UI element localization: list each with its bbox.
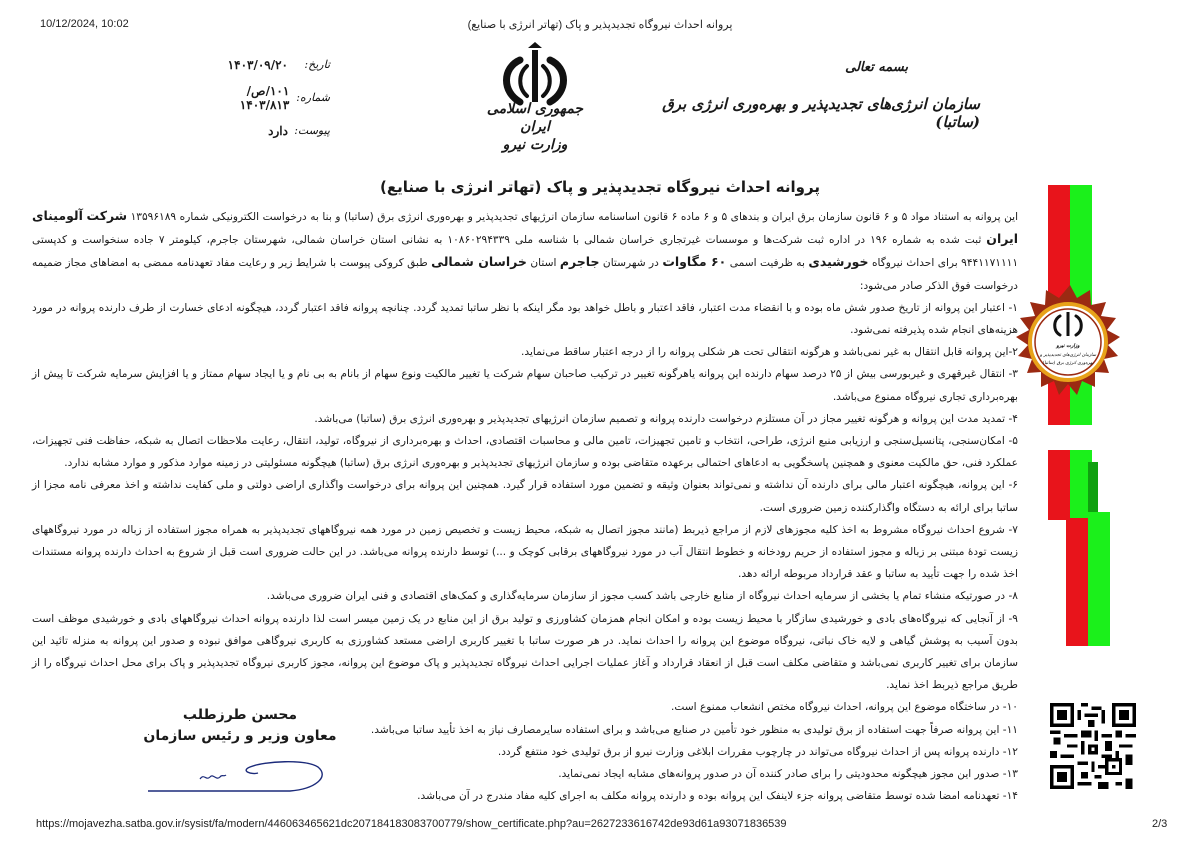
meta-date-value: ۱۴۰۳/۰۹/۲۰: [227, 57, 288, 72]
clause-5: ۵- امکان‌سنجی، پتانسیل‌سنجی و ارزیابی منبع انرژی، طراحی، انتخاب و تامین تجهیزات، تامین مالی و محاسبات اقتصادی، احداث و بهره‌برداری از نیروگاه، تولید، انتقال، رعایت ملاحظات اتصال به شبکه، حفاظت فنی تجهیزات، عملکرد فنی، حق مالکیت معنوی و همچنین پاسخگویی به ادعاهای احتمالی برعهده متقاضی بوده و سازمان انرژیهای تجدیدپذیر و بهره‌وری انرژی برق (ساتبا) هیچگونه مسئولیتی در زمینه موارد مذکور و موارد مشابه ندارد.: [32, 435, 1018, 470]
page-url: https://mojavezha.satba.gov.ir/sysist/fa/modern/446063465621dc207184183083700779/show_certificate.php?au=2627233616742de93d61a93071836539: [36, 818, 787, 830]
signatory-name: محسن طرزطلب: [182, 707, 298, 723]
clause-7: ۷- شروع احداث نیروگاه مشروط به اخذ کلیه مجوزهای لازم از مراجع ذیربط (مانند مجوز اتصال به شبکه، محیط زیست و تخصیص زمین در مورد همه نیروگاههای تجدیدپذیر به همراه مجوز استفاده از زباله در مورد نیروگاههای زیست تودهٔ مبتنی بر زباله و مجوز استفاده از حریم رودخانه و خطوط انتقال آب در مورد نیروگاههای برقابی کوچک و ...) توسط دارنده پروانه می‌باشد. در این حالت ضروری است قبل از شروع به احداث دارنده پروانه مستندات اخذ شده را جهت تأیید به ساتبا و عقد قرارداد مربوطه ارائه دهد.: [32, 523, 1018, 581]
intro-text-4: در شهرستان: [602, 257, 659, 270]
seal-text-2: سازمان انرژی‌های تجدیدپذیر و: [1039, 353, 1097, 358]
emblem-ministry: وزارت نیرو: [502, 137, 568, 153]
print-timestamp: 10/12/2024, 10:02: [40, 18, 129, 30]
qr-code-icon: [1047, 703, 1139, 789]
meta-number: [200, 81, 330, 114]
meta-attachment-label: پیوست:: [294, 124, 330, 137]
meta-attachment-value: دارد: [268, 123, 288, 138]
seal-text-1: وزارت نیرو: [1056, 343, 1080, 349]
ribbon-green-tail: [1088, 512, 1110, 646]
print-header: [0, 18, 1200, 34]
invocation: بسمه تعالی: [845, 60, 908, 75]
print-page-title: پروانه احداث نیروگاه تجدیدپذیر و پاک (تهاتر انرژی با صنایع): [467, 19, 733, 31]
clause-12: ۱۲- دارنده پروانه پس از احداث نیروگاه می‌تواند در چارچوب مقررات ابلاغی وزارت نیرو از برق تولیدی خود منتفع گردد.: [497, 745, 1018, 758]
emblem-caption: [470, 100, 600, 154]
clause-1: ۱- اعتبار این پروانه از تاریخ صدور شش ماه بوده و با انقضاء مدت اعتبار، فاقد اعتبار و باطل خواهد بود مگر اینکه با نظر ساتبا تمدید گردد. چنانچه پروانه فاقد اعتبار گردد، هیچگونه ادعای خسارت از طرف دارنده پروانه در مورد هزینه‌های انجام شده پذیرفته نمی‌شود.: [32, 301, 1018, 337]
official-seal-ribbon: [1010, 180, 1130, 650]
clause-6: ۶- این پروانه، هیچگونه اعتبار مالی برای دارنده آن نداشته و نمی‌تواند بعنوان وثیقه و تضمین مورد استفاده قرار گیرد. همچنین این پروانه برای درخواست واگذاری اراضی دولتی و ملی کفایت نداشته و اخذ معرفی نامه مجزا از ساتبا برای ارائه به دستگاه واگذارکننده زمین ضروری است.: [32, 479, 1018, 514]
plant-capacity: ۶۰ مگاوات: [662, 254, 727, 270]
clause-9: ۹- از آنجایی که نیروگاه‌های بادی و خورشیدی سازگار با محیط زیست بوده و امکان انجام همزمان کشاورزی و تولید برق از این منابع در یک زمین میسر است لذا دارنده پروانه احداث نیروگاههای بادی و خورشیدی موظف است بدون آسیب به پوشش گیاهی و لایه خاک نباتی، نیروگاه موضوع این پروانه را احداث نماید. در هر صورت ساتبا با تغییر کاربری اراضی مستعد کشاورزی به کاربری نیروگاهی موافق نبوده و صدور این پروانه به منزله تائید این سازمان برای تغییر کاربری نمی‌باشد و متقاضی مکلف است قبل از انعقاد قرارداد و آغاز عملیات اجرایی احداث نیروگاه تجدیدپذیر و پاک موضوع این پروانه، مجوز کاربری نیروگاه تجدیدپذیر و پاک برای محل احداث نیروگاه را از طریق مراجع ذیربط اخذ نماید.: [32, 612, 1018, 692]
handwritten-signature-icon: [140, 749, 340, 795]
meta-date: [200, 48, 330, 81]
plant-type: خورشیدی: [808, 254, 869, 270]
clause-4: ۴- تمدید مدت این پروانه و هرگونه تغییر مجاز در آن مستلزم درخواست دارنده پروانه و تصمیم سازمان انرژیهای تجدیدپذیر و بهره‌وری انرژی برق (ساتبا) می‌باشد.: [314, 412, 1018, 425]
intro-text-1: این پروانه به استناد مواد ۵ و ۶ قانون سازمان برق ایران و بندهای ۵ و ۶ ماده ۶ قانون اساسنامه سازمان انرژیهای تجدیدپذیر و بهره‌وری انرژی برق (ساتبا) و بنا به درخواست الکترونیکی شماره ۱۳۵۹۶۱۸۹: [130, 211, 1019, 223]
clause-8: ۸- در صورتیکه منشاء تمام یا بخشی از سرمایه احداث نیروگاه از منابع خارجی باشد کسب مجوز از سازمان سرمایه‌گذاری و کمک‌های اقتصادی و فنی ایران ضروری می‌باشد.: [266, 590, 1018, 603]
meta-number-value: ۱۰۱/ص/۱۴۰۳/۸۱۳: [239, 83, 290, 112]
page-number: 2/3: [1152, 818, 1168, 830]
organization-header: [660, 60, 980, 131]
company-prefix: شرکت: [86, 208, 128, 223]
letter-meta: [200, 48, 330, 147]
signatory-position: معاون وزیر و رئیس سازمان: [143, 728, 337, 744]
document-title: پروانه احداث نیروگاه تجدیدپذیر و پاک (تهاتر انرژی با صنایع): [380, 178, 820, 196]
intro-paragraph: [32, 205, 1018, 297]
meta-date-label: تاریخ:: [304, 58, 330, 71]
intro-text-5: استان: [530, 257, 557, 270]
meta-number-label: شماره:: [296, 91, 330, 104]
clause-10: ۱۰- در ساختگاه موضوع این پروانه، احداث نیروگاه مختص انشعاب ممنوع است.: [671, 701, 1018, 714]
meta-attachment: [200, 114, 330, 147]
plant-province: خراسان شمالی: [431, 254, 527, 270]
intro-text-2: ثبت شده به شماره ۱۹۶ در اداره ثبت شرکت‌ها و موسسات غیرتجاری خراسان شمالی با شناسه ملی ۱۰۸۶۰۲۹۴۳۳۹ به نشانی استان خراسان شمالی، شهرستان جاجرم، کیلومتر ۷ جاده سنخواست و کدپستی ۹۴۴۱۱۷۱۱۱۱ برای احداث نیروگاه: [32, 234, 1019, 270]
organization-name: سازمان انرژی‌های تجدیدپذیر و بهره‌وری انرژی برق (ساتبا): [662, 95, 980, 131]
signature-block: [140, 705, 340, 795]
clause-3: ۳- انتقال غیرقهری و غیربورسی بیش از ۲۵ درصد سهام دارنده این پروانه یاهرگونه تغییر در ترکیب صاحبان سهام شرکت یا تغییر مالکیت ونوع سهام از بانام به بی نام و یا ایجاد سهام ممتاز و یا افزایش سرمایه شرکت تا پیش از بهره‌برداری تجاری نیروگاه ممنوع می‌باشد.: [32, 368, 1018, 403]
clause-11: ۱۱- این پروانه صرفاً جهت استفاده از برق تولیدی به منظور خود تأمین در صنایع می‌باشد و برای استفاده سایرمصارف نیاز به اخذ تأیید ساتبا می‌باشد.: [370, 723, 1018, 736]
emblem-country: جمهوری اسلامی ایران: [486, 101, 584, 135]
company-name: آلومینای ایران: [32, 208, 1019, 247]
plant-city: جاجرم: [559, 254, 600, 270]
ribbon-red-lower: [1048, 450, 1070, 520]
intro-text-3: به ظرفیت اسمی: [729, 257, 805, 270]
clause-13: ۱۳- صدور این مجوز هیچگونه محدودیتی را برای صادر کننده آن در صدور پروانه‌های مشابه ایجاد نمی‌نماید.: [558, 768, 1018, 781]
clause-14: ۱۴- تعهدنامه امضا شده توسط متقاضی پروانه جزء لاینفک این پروانه بوده و دارنده پروانه مکلف به اجرای کلیه مفاد مندرج در آن می‌باشد.: [417, 790, 1018, 803]
intro-text-6: طبق کروکی پیوست با شرایط زیر و رعایت مفاد تعهدنامه ممضی به امضاهای مجاز ضمیمه درخواست فوق الذکر صادر می‌شود:: [32, 257, 1018, 292]
seal-text-3: بهره‌وری انرژی برق (ساتبا): [1042, 361, 1094, 366]
ribbon-red-tail: [1066, 518, 1088, 646]
clause-2: ۲-این پروانه قابل انتقال به غیر نمی‌باشد و هرگونه انتقالی تحت هر شکلی پروانه را از درجه اعتبار ساقط می‌نماید.: [521, 346, 1018, 359]
